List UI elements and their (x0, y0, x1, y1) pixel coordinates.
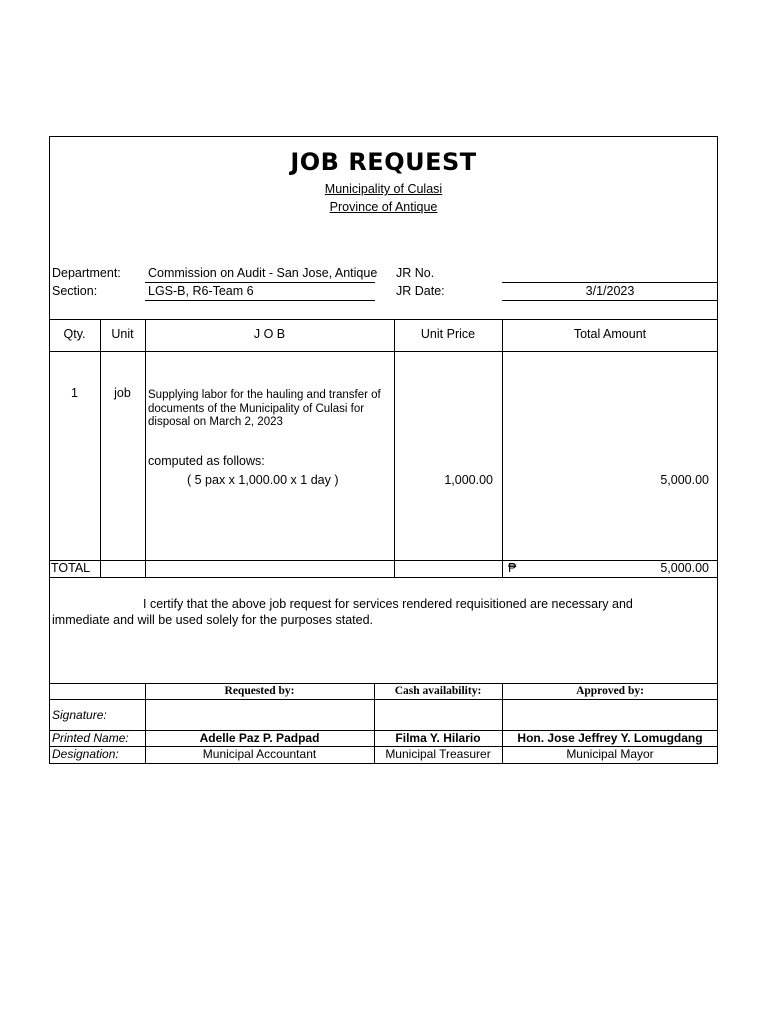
row-unit-price: 1,000.00 (444, 473, 493, 487)
row-computed-formula: ( 5 pax x 1,000.00 x 1 day ) (187, 473, 339, 487)
row-computed-label: computed as follows: (148, 454, 265, 468)
col-header-unit: Unit (111, 327, 134, 341)
col-divider-unit (145, 319, 146, 577)
col-header-job: J O B (253, 327, 286, 341)
municipality-name: Municipality of Culasi (324, 182, 443, 196)
jr-date-underline (502, 300, 718, 301)
province-name: Province of Antique (329, 200, 438, 214)
currency-symbol: ₱ (508, 561, 517, 575)
jr-date-label: JR Date: (396, 284, 445, 298)
jr-no-label: JR No. (396, 266, 435, 280)
approved-by-header: Approved by: (576, 685, 644, 697)
col-header-unit-price: Unit Price (420, 327, 476, 341)
approver-designation: Municipal Mayor (566, 747, 654, 761)
jr-no-underline (502, 282, 718, 283)
job-request-form (49, 136, 718, 764)
section-label: Section: (52, 284, 98, 298)
cash-availability-header: Cash availability: (394, 685, 482, 697)
col-divider-job (394, 319, 395, 577)
col-header-qty: Qty. (63, 327, 86, 341)
department-value: Commission on Audit - San Jose, Antique (148, 266, 378, 280)
table-header-bottom-border (49, 351, 718, 352)
section-underline (145, 300, 375, 301)
row-qty: 1 (71, 386, 78, 400)
col-divider-qty (100, 319, 101, 577)
col-header-total-amount: Total Amount (573, 327, 647, 341)
row-unit: job (114, 386, 131, 400)
requester-designation: Municipal Accountant (202, 747, 317, 761)
approver-name: Hon. Jose Jeffrey Y. Lomugdang (517, 731, 703, 745)
table-top-border (49, 319, 718, 320)
form-title: JOB REQUEST (290, 148, 477, 176)
total-value: 5,000.00 (660, 561, 709, 575)
certification-line-2: immediate and will be used solely for the purposes stated. (52, 613, 374, 627)
designation-label: Designation: (52, 747, 119, 761)
row-job-description: Supplying labor for the hauling and transfer of documents of the Municipality of Culasi for disposal on March 2, 2023 (148, 389, 381, 428)
jr-date-value: 3/1/2023 (585, 284, 635, 298)
department-underline (145, 282, 375, 283)
section-value: LGS-B, R6-Team 6 (148, 284, 254, 298)
row-total-amount: 5,000.00 (660, 473, 709, 487)
signature-label: Signature: (52, 708, 107, 722)
table-total-bottom-border (49, 577, 718, 578)
total-label: TOTAL (51, 561, 91, 575)
col-divider-price (502, 319, 503, 577)
requested-by-header: Requested by: (224, 685, 295, 697)
printed-name-label: Printed Name: (52, 731, 129, 745)
requester-name: Adelle Paz P. Padpad (199, 731, 320, 745)
treasurer-name: Filma Y. Hilario (395, 731, 481, 745)
signatory-header-bottom-border (49, 699, 718, 700)
department-label: Department: (52, 266, 121, 280)
treasurer-designation: Municipal Treasurer (385, 747, 491, 761)
certification-line-1: I certify that the above job request for services rendered requisitioned are necessary and (143, 597, 633, 611)
